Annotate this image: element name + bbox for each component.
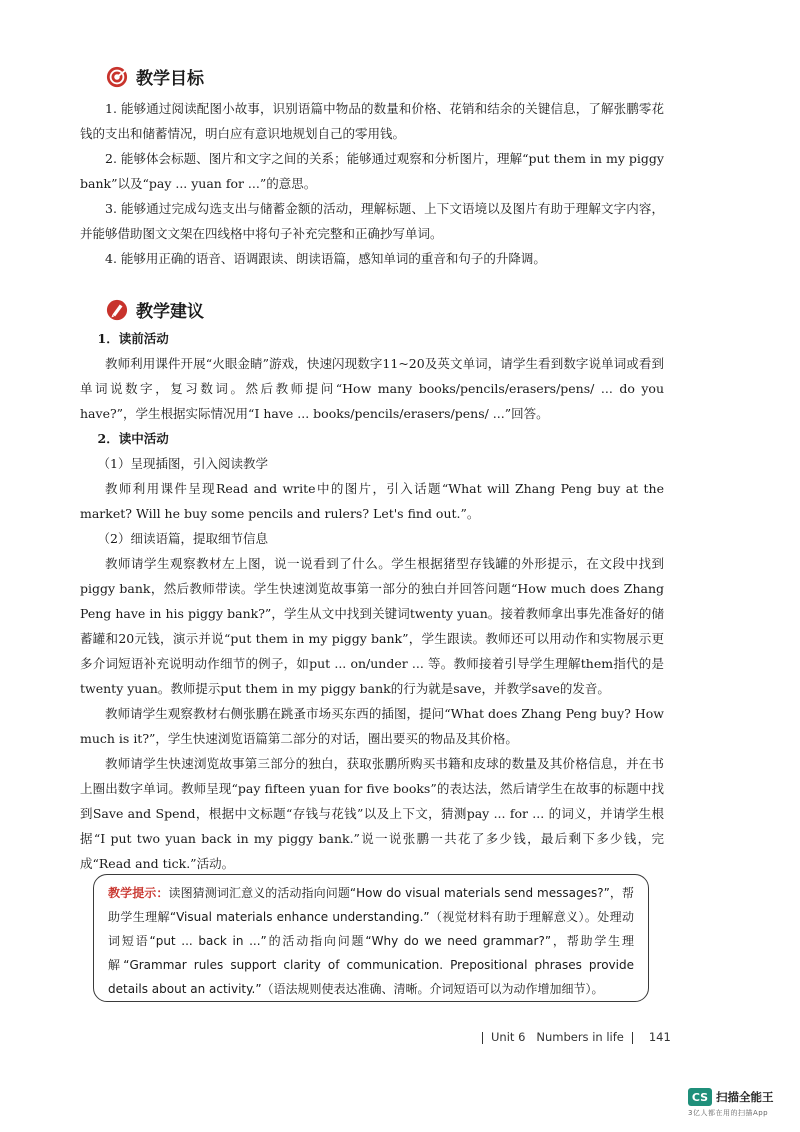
unit-label: Unit 6 (491, 1030, 526, 1044)
goal-item: 3. 能够通过完成勾选支出与储蓄金额的活动，理解标题、上下文语境以及图片有助于理解文字内容，并能够借助图文文架在四线格中将句子补充完整和正确抄写单词。 (80, 201, 664, 241)
goal-item: 4. 能够用正确的语音、语调跟读、朗读语篇，感知单词的重音和句子的升降调。 (105, 251, 546, 266)
tip-label: 教学提示： (108, 886, 169, 900)
teaching-tip-box (93, 874, 649, 1002)
tip-content: 读图猜测词汇意义的活动指向问题“How do visual materials send messages?”，帮助学生理解“Visual materials enhance understanding.”（视觉材料有助于理解意义）。处理动词短语“put ... back in ...”的活动指向问题“Why do we need grammar?”，帮助学生理解“Grammar rules support clarity of communication. Prepositional phrases provide details about an activity.”（语法规则使表达准确、清晰。介词短语可以为动作增加细节）。 (108, 886, 634, 996)
section-header-goals (106, 64, 204, 89)
step-heading: （1）呈现插图，引入阅读教学 (97, 456, 268, 471)
paragraph: 教师请学生观察教材左上图，说一说看到了什么。学生根据猪型存钱罐的外形提示，在文段中找到piggy bank，然后教师带读。学生快速浏览故事第一部分的独白并回答问题“How much does Zhang Peng have in his piggy bank?”，学生从文中找到关键词twenty yuan。接着教师拿出事先准备好的储蓄罐和20元钱，演示并说“put them in my piggy bank”，学生跟读。教师还可以用动作和实物展示更多介词短语补充说明动作细节的例子，如put ... on/under ... 等。教师接着引导学生理解them指代的是twenty yuan。教师提示put them in my piggy bank的行为就是save，并教学save的发音。 (80, 556, 664, 696)
scanner-watermark (688, 1088, 792, 1122)
section-header-suggestions (106, 297, 204, 322)
watermark-tagline: 3亿人都在用的扫描App (688, 1109, 769, 1117)
unit-title: Numbers in life (536, 1030, 624, 1044)
divider (632, 1032, 633, 1044)
page-footer (474, 1030, 671, 1044)
pen-icon (106, 299, 128, 321)
paragraph: 教师请学生快速浏览故事第三部分的独白，获取张鹏所购买书籍和皮球的数量及其价格信息，并在书上圈出数字单词。教师呈现“pay fifteen yuan for five books”的表达法，然后请学生在故事的标题中找到Save and Spend，根据中文标题“存钱与花钱”以及上下文，猜测pay ... for ... 的词义，并请学生根据“I put two yuan back in my piggy bank.”说一说张鹏一共花了多少钱，最后剩下多少钱，完成“Read and tick.”活动。 (80, 756, 664, 871)
section-title: 教学目标 (136, 69, 204, 89)
suggestions-body (80, 326, 664, 876)
section-title: 教学建议 (136, 302, 204, 322)
pre-reading-heading: 1．读前活动 (97, 331, 169, 346)
step-heading: （2）细读语篇，提取细节信息 (97, 531, 268, 546)
paragraph: 教师利用课件呈现Read and write中的图片，引入话题“What will Zhang Peng buy at the market? Will he buy some pencils and rulers? Let's find out.”。 (80, 481, 664, 521)
goal-item: 1. 能够通过阅读配图小故事，识别语篇中物品的数量和价格、花销和结余的关键信息，了解张鹏零花钱的支出和储蓄情况，明白应有意识地规划自己的零用钱。 (80, 101, 664, 141)
target-icon (106, 66, 128, 88)
goal-item: 2. 能够体会标题、图片和文字之间的关系；能够通过观察和分析图片，理解“put them in my piggy bank”以及“pay ... yuan for ...”的意思。 (80, 151, 664, 191)
paragraph: 教师利用课件开展“火眼金睛”游戏，快速闪现数字11~20及英文单词，请学生看到数字说单词或看到单词说数字，复习数词。然后教师提问“How many books/pencils/erasers/pens/ ... do you have?”，学生根据实际情况用“I have ... books/pencils/erasers/pens/ ...”回答。 (80, 356, 664, 421)
divider (482, 1032, 483, 1044)
while-reading-heading: 2．读中活动 (97, 431, 169, 446)
watermark-app-name: 扫描全能王 (716, 1090, 774, 1104)
tip-text-block (108, 881, 634, 1001)
page-number: 141 (648, 1030, 671, 1044)
goals-list (80, 96, 664, 271)
paragraph: 教师请学生观察教材右侧张鹏在跳蚤市场买东西的插图，提问“What does Zhang Peng buy? How much is it?”，学生快速浏览语篇第二部分的对话，圈出要买的物品及其价格。 (80, 706, 664, 746)
camscanner-logo-icon: CS (688, 1088, 712, 1106)
